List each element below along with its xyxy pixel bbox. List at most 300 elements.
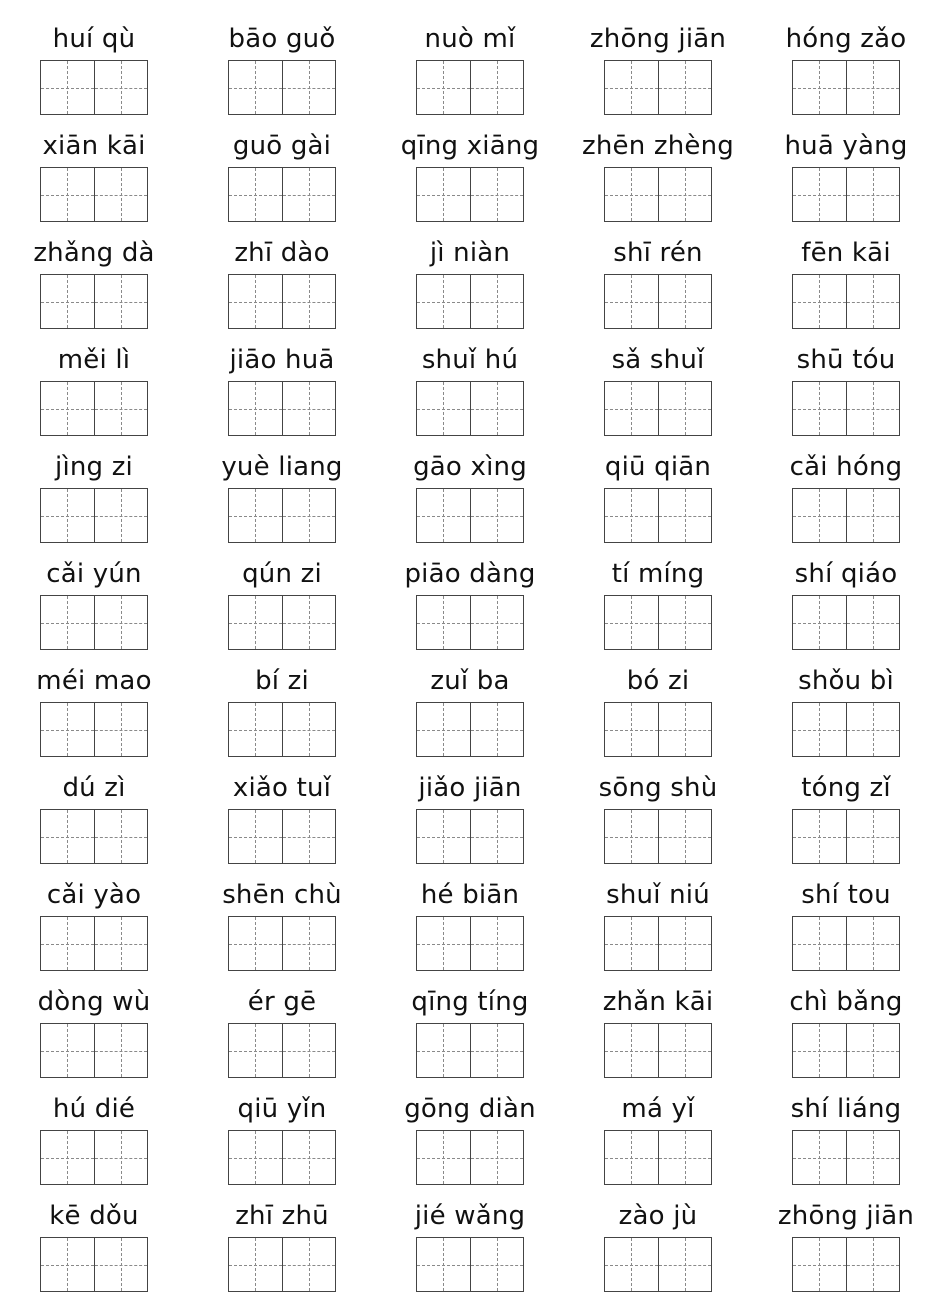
pinyin-label: shēn chù: [222, 880, 342, 910]
tianzige-writing-boxes: [40, 702, 148, 757]
character-box[interactable]: [846, 382, 900, 435]
character-box[interactable]: [94, 1238, 148, 1291]
pinyin-label: huā yàng: [784, 131, 908, 161]
tianzige-writing-boxes: [604, 809, 712, 864]
pinyin-label: tí míng: [611, 559, 705, 589]
word-cell: [0, 981, 188, 1088]
word-cell: [0, 125, 188, 232]
character-box[interactable]: [793, 61, 846, 114]
word-cell: [564, 1195, 752, 1302]
character-box[interactable]: [793, 1131, 846, 1184]
pinyin-label: xiǎo tuǐ: [232, 773, 332, 803]
tianzige-writing-boxes: [228, 1237, 336, 1292]
character-box[interactable]: [229, 703, 282, 756]
word-cell: [752, 339, 940, 446]
tianzige-writing-boxes: [416, 1023, 524, 1078]
character-box[interactable]: [282, 917, 336, 970]
character-box[interactable]: [605, 703, 658, 756]
pinyin-label: zhǎn kāi: [602, 987, 714, 1017]
word-cell: [564, 1088, 752, 1195]
character-box[interactable]: [229, 61, 282, 114]
pinyin-label: piāo dàng: [404, 559, 536, 589]
tianzige-writing-boxes: [228, 488, 336, 543]
word-cell: [752, 18, 940, 125]
character-box[interactable]: [658, 168, 712, 221]
character-box[interactable]: [94, 61, 148, 114]
word-cell: [564, 232, 752, 339]
pinyin-label: bāo guǒ: [228, 24, 336, 54]
character-box[interactable]: [94, 810, 148, 863]
character-box[interactable]: [417, 382, 470, 435]
character-box[interactable]: [846, 61, 900, 114]
tianzige-writing-boxes: [40, 274, 148, 329]
character-box[interactable]: [846, 596, 900, 649]
pinyin-label: shí tou: [801, 880, 891, 910]
tianzige-writing-boxes: [604, 1023, 712, 1078]
word-cell: [376, 339, 564, 446]
character-box[interactable]: [282, 1238, 336, 1291]
character-box[interactable]: [94, 703, 148, 756]
tianzige-writing-boxes: [40, 595, 148, 650]
word-cell: [564, 18, 752, 125]
tianzige-writing-boxes: [228, 916, 336, 971]
character-box[interactable]: [846, 1131, 900, 1184]
character-box[interactable]: [94, 1131, 148, 1184]
tianzige-writing-boxes: [792, 702, 900, 757]
character-box[interactable]: [41, 1238, 94, 1291]
word-cell: [376, 232, 564, 339]
tianzige-writing-boxes: [416, 274, 524, 329]
character-box[interactable]: [846, 168, 900, 221]
character-box[interactable]: [229, 168, 282, 221]
word-cell: [0, 1195, 188, 1302]
pinyin-label: kē dǒu: [49, 1201, 139, 1231]
word-cell: [376, 446, 564, 553]
tianzige-writing-boxes: [416, 916, 524, 971]
character-box[interactable]: [94, 275, 148, 328]
pinyin-label: hú dié: [52, 1094, 136, 1124]
character-box[interactable]: [605, 917, 658, 970]
character-box[interactable]: [605, 168, 658, 221]
tianzige-writing-boxes: [40, 809, 148, 864]
character-box[interactable]: [470, 489, 524, 542]
character-box[interactable]: [658, 596, 712, 649]
pinyin-label: qún zi: [242, 559, 322, 589]
tianzige-writing-boxes: [228, 167, 336, 222]
tianzige-writing-boxes: [40, 167, 148, 222]
word-cell: [752, 981, 940, 1088]
character-box[interactable]: [229, 596, 282, 649]
word-cell: [752, 767, 940, 874]
character-box[interactable]: [41, 489, 94, 542]
tianzige-writing-boxes: [604, 1130, 712, 1185]
character-box[interactable]: [229, 917, 282, 970]
word-cell: [188, 1195, 376, 1302]
character-box[interactable]: [846, 275, 900, 328]
character-box[interactable]: [605, 1238, 658, 1291]
character-box[interactable]: [470, 61, 524, 114]
character-box[interactable]: [846, 489, 900, 542]
pinyin-label: qīng tíng: [411, 987, 529, 1017]
character-box[interactable]: [282, 1024, 336, 1077]
word-cell: [376, 981, 564, 1088]
word-cell: [752, 125, 940, 232]
word-cell: [0, 660, 188, 767]
tianzige-writing-boxes: [228, 595, 336, 650]
pinyin-label: méi mao: [36, 666, 152, 696]
character-box[interactable]: [282, 703, 336, 756]
pinyin-label: jìng zi: [55, 452, 133, 482]
tianzige-writing-boxes: [792, 274, 900, 329]
character-box[interactable]: [793, 1024, 846, 1077]
pinyin-label: dú zì: [62, 773, 126, 803]
pinyin-label: zào jù: [618, 1201, 698, 1231]
character-box[interactable]: [41, 61, 94, 114]
tianzige-writing-boxes: [40, 1023, 148, 1078]
word-cell: [376, 1088, 564, 1195]
word-cell: [188, 981, 376, 1088]
tianzige-writing-boxes: [40, 381, 148, 436]
character-box[interactable]: [793, 1238, 846, 1291]
word-cell: [188, 18, 376, 125]
character-box[interactable]: [229, 1238, 282, 1291]
pinyin-label: guō gài: [232, 131, 332, 161]
character-box[interactable]: [417, 1238, 470, 1291]
pinyin-label: huí qù: [52, 24, 136, 54]
pinyin-label: shū tóu: [796, 345, 896, 375]
character-box[interactable]: [94, 382, 148, 435]
pinyin-label: qiū qiān: [604, 452, 712, 482]
word-cell: [0, 339, 188, 446]
word-cell: [188, 553, 376, 660]
pinyin-label: jì niàn: [429, 238, 511, 268]
tianzige-writing-boxes: [416, 809, 524, 864]
word-grid: [0, 18, 940, 1302]
character-box[interactable]: [417, 703, 470, 756]
word-cell: [0, 1088, 188, 1195]
tianzige-writing-boxes: [792, 809, 900, 864]
character-box[interactable]: [605, 489, 658, 542]
word-cell: [564, 125, 752, 232]
tianzige-writing-boxes: [228, 1130, 336, 1185]
pinyin-label: hóng zǎo: [785, 24, 907, 54]
pinyin-label: má yǐ: [621, 1094, 695, 1124]
character-box[interactable]: [793, 275, 846, 328]
tianzige-writing-boxes: [40, 916, 148, 971]
character-box[interactable]: [94, 917, 148, 970]
tianzige-writing-boxes: [792, 60, 900, 115]
word-cell: [188, 767, 376, 874]
character-box[interactable]: [41, 596, 94, 649]
character-box[interactable]: [470, 382, 524, 435]
character-box[interactable]: [229, 1024, 282, 1077]
character-box[interactable]: [658, 1238, 712, 1291]
character-box[interactable]: [41, 1131, 94, 1184]
tianzige-writing-boxes: [40, 1237, 148, 1292]
character-box[interactable]: [282, 1131, 336, 1184]
tianzige-writing-boxes: [40, 488, 148, 543]
character-box[interactable]: [94, 168, 148, 221]
tianzige-writing-boxes: [228, 809, 336, 864]
tianzige-writing-boxes: [228, 60, 336, 115]
word-cell: [188, 232, 376, 339]
pinyin-label: shǒu bì: [798, 666, 894, 696]
word-cell: [752, 446, 940, 553]
word-cell: [188, 1088, 376, 1195]
character-box[interactable]: [658, 489, 712, 542]
character-box[interactable]: [793, 168, 846, 221]
tianzige-writing-boxes: [416, 702, 524, 757]
word-cell: [564, 660, 752, 767]
pinyin-label: zuǐ ba: [430, 666, 510, 696]
pinyin-label: chì bǎng: [789, 987, 903, 1017]
tianzige-writing-boxes: [792, 1130, 900, 1185]
word-cell: [564, 874, 752, 981]
tianzige-writing-boxes: [416, 60, 524, 115]
character-box[interactable]: [846, 703, 900, 756]
character-box[interactable]: [846, 917, 900, 970]
character-box[interactable]: [282, 810, 336, 863]
word-cell: [0, 874, 188, 981]
character-box[interactable]: [417, 917, 470, 970]
tianzige-writing-boxes: [792, 381, 900, 436]
tianzige-writing-boxes: [604, 488, 712, 543]
word-cell: [188, 446, 376, 553]
tianzige-writing-boxes: [792, 167, 900, 222]
pinyin-label: shí liáng: [790, 1094, 902, 1124]
pinyin-label: xiān kāi: [42, 131, 146, 161]
word-cell: [0, 767, 188, 874]
character-box[interactable]: [94, 489, 148, 542]
character-box[interactable]: [793, 382, 846, 435]
character-box[interactable]: [605, 810, 658, 863]
character-box[interactable]: [41, 168, 94, 221]
word-cell: [376, 660, 564, 767]
word-cell: [0, 18, 188, 125]
character-box[interactable]: [605, 61, 658, 114]
character-box[interactable]: [41, 917, 94, 970]
pinyin-label: zhōng jiān: [589, 24, 727, 54]
word-cell: [0, 232, 188, 339]
character-box[interactable]: [605, 596, 658, 649]
tianzige-writing-boxes: [792, 488, 900, 543]
character-box[interactable]: [282, 168, 336, 221]
word-cell: [752, 874, 940, 981]
character-box[interactable]: [417, 489, 470, 542]
word-cell: [564, 339, 752, 446]
character-box[interactable]: [282, 489, 336, 542]
pinyin-label: shuǐ niú: [606, 880, 710, 910]
pinyin-label: zhēn zhèng: [582, 131, 734, 161]
character-box[interactable]: [793, 810, 846, 863]
tianzige-writing-boxes: [40, 1130, 148, 1185]
tianzige-writing-boxes: [604, 274, 712, 329]
tianzige-writing-boxes: [604, 1237, 712, 1292]
pinyin-label: shí qiáo: [794, 559, 898, 589]
pinyin-label: fēn kāi: [801, 238, 891, 268]
character-box[interactable]: [41, 275, 94, 328]
character-box[interactable]: [229, 1131, 282, 1184]
tianzige-writing-boxes: [604, 916, 712, 971]
word-cell: [0, 553, 188, 660]
pinyin-label: gāo xìng: [413, 452, 527, 482]
tianzige-writing-boxes: [792, 1237, 900, 1292]
tianzige-writing-boxes: [604, 60, 712, 115]
word-cell: [0, 446, 188, 553]
pinyin-label: shī rén: [613, 238, 703, 268]
character-box[interactable]: [846, 1238, 900, 1291]
pinyin-label: tóng zǐ: [801, 773, 891, 803]
tianzige-writing-boxes: [416, 167, 524, 222]
pinyin-label: měi lì: [57, 345, 131, 375]
word-cell: [376, 767, 564, 874]
character-box[interactable]: [41, 382, 94, 435]
character-box[interactable]: [846, 810, 900, 863]
pinyin-label: nuò mǐ: [424, 24, 516, 54]
tianzige-writing-boxes: [792, 916, 900, 971]
tianzige-writing-boxes: [604, 702, 712, 757]
pinyin-label: yuè liang: [221, 452, 343, 482]
character-box[interactable]: [605, 275, 658, 328]
pinyin-label: jiǎo jiān: [418, 773, 522, 803]
pinyin-label: sǎ shuǐ: [611, 345, 705, 375]
pinyin-label: qiū yǐn: [237, 1094, 327, 1124]
word-cell: [752, 660, 940, 767]
character-box[interactable]: [282, 596, 336, 649]
pinyin-label: cǎi hóng: [789, 452, 903, 482]
pinyin-label: dòng wù: [37, 987, 151, 1017]
character-box[interactable]: [94, 1024, 148, 1077]
character-box[interactable]: [94, 596, 148, 649]
character-box[interactable]: [470, 810, 524, 863]
word-cell: [376, 553, 564, 660]
character-box[interactable]: [470, 917, 524, 970]
character-box[interactable]: [470, 275, 524, 328]
character-box[interactable]: [417, 168, 470, 221]
pinyin-label: zhī dào: [234, 238, 330, 268]
tianzige-writing-boxes: [416, 381, 524, 436]
character-box[interactable]: [229, 382, 282, 435]
pinyin-label: sōng shù: [598, 773, 718, 803]
character-box[interactable]: [658, 275, 712, 328]
pinyin-label: cǎi yào: [46, 880, 142, 910]
pinyin-label: zhǎng dà: [33, 238, 155, 268]
character-box[interactable]: [282, 382, 336, 435]
character-box[interactable]: [282, 61, 336, 114]
pinyin-label: shuǐ hú: [421, 345, 519, 375]
word-cell: [752, 1088, 940, 1195]
pinyin-label: zhī zhū: [235, 1201, 329, 1231]
character-box[interactable]: [229, 810, 282, 863]
character-box[interactable]: [470, 1024, 524, 1077]
pinyin-label: cǎi yún: [46, 559, 142, 589]
character-box[interactable]: [470, 703, 524, 756]
character-box[interactable]: [417, 1024, 470, 1077]
tianzige-writing-boxes: [228, 381, 336, 436]
tianzige-writing-boxes: [792, 1023, 900, 1078]
character-box[interactable]: [417, 1131, 470, 1184]
word-cell: [564, 553, 752, 660]
pinyin-label: gōng diàn: [404, 1094, 536, 1124]
tianzige-writing-boxes: [604, 167, 712, 222]
tianzige-writing-boxes: [416, 1237, 524, 1292]
character-box[interactable]: [470, 168, 524, 221]
pinyin-label: jiāo huā: [229, 345, 335, 375]
character-box[interactable]: [470, 596, 524, 649]
pinyin-label: bí zi: [255, 666, 309, 696]
character-box[interactable]: [658, 917, 712, 970]
character-box[interactable]: [41, 703, 94, 756]
character-box[interactable]: [658, 703, 712, 756]
tianzige-writing-boxes: [416, 1130, 524, 1185]
pinyin-label: bó zi: [626, 666, 690, 696]
character-box[interactable]: [793, 489, 846, 542]
pinyin-label: jié wǎng: [414, 1201, 526, 1231]
word-cell: [564, 981, 752, 1088]
character-box[interactable]: [470, 1238, 524, 1291]
character-box[interactable]: [793, 596, 846, 649]
tianzige-writing-boxes: [228, 274, 336, 329]
character-box[interactable]: [417, 61, 470, 114]
character-box[interactable]: [846, 1024, 900, 1077]
character-box[interactable]: [229, 275, 282, 328]
tianzige-writing-boxes: [604, 381, 712, 436]
tianzige-writing-boxes: [416, 595, 524, 650]
word-cell: [376, 874, 564, 981]
character-box[interactable]: [793, 703, 846, 756]
pinyin-label: zhōng jiān: [777, 1201, 915, 1231]
character-box[interactable]: [658, 1131, 712, 1184]
character-box[interactable]: [417, 275, 470, 328]
tianzige-writing-boxes: [228, 1023, 336, 1078]
tianzige-writing-boxes: [40, 60, 148, 115]
character-box[interactable]: [282, 275, 336, 328]
character-box[interactable]: [658, 61, 712, 114]
word-cell: [188, 125, 376, 232]
character-box[interactable]: [658, 1024, 712, 1077]
character-box[interactable]: [417, 810, 470, 863]
character-box[interactable]: [417, 596, 470, 649]
character-box[interactable]: [605, 382, 658, 435]
word-cell: [752, 553, 940, 660]
word-cell: [564, 767, 752, 874]
pinyin-label: qīng xiāng: [400, 131, 540, 161]
word-cell: [188, 339, 376, 446]
character-box[interactable]: [470, 1131, 524, 1184]
pinyin-label: hé biān: [420, 880, 520, 910]
character-box[interactable]: [605, 1131, 658, 1184]
word-cell: [188, 874, 376, 981]
character-box[interactable]: [658, 382, 712, 435]
word-cell: [564, 446, 752, 553]
character-box[interactable]: [605, 1024, 658, 1077]
pinyin-label: ér gē: [247, 987, 317, 1017]
word-cell: [188, 660, 376, 767]
character-box[interactable]: [41, 810, 94, 863]
word-cell: [376, 1195, 564, 1302]
tianzige-writing-boxes: [228, 702, 336, 757]
word-cell: [752, 232, 940, 339]
character-box[interactable]: [229, 489, 282, 542]
character-box[interactable]: [793, 917, 846, 970]
tianzige-writing-boxes: [792, 595, 900, 650]
word-cell: [376, 125, 564, 232]
tianzige-writing-boxes: [416, 488, 524, 543]
character-box[interactable]: [41, 1024, 94, 1077]
tianzige-writing-boxes: [604, 595, 712, 650]
character-box[interactable]: [658, 810, 712, 863]
word-cell: [376, 18, 564, 125]
